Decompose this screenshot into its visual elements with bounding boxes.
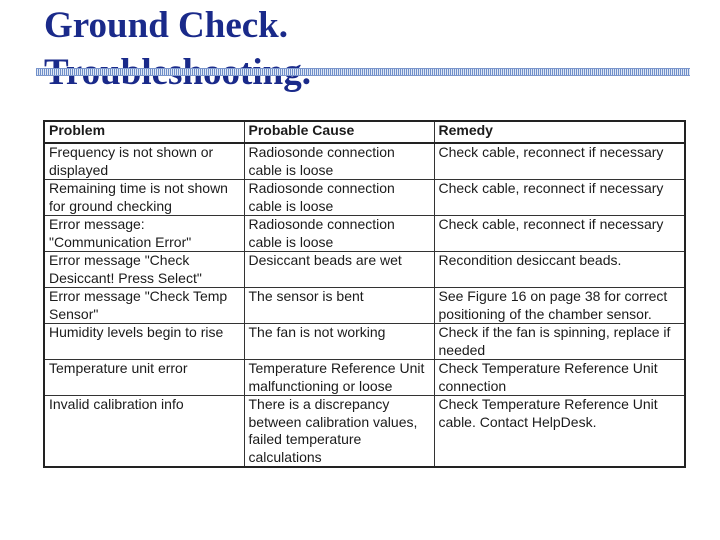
- cause-text: The sensor is bent: [248, 288, 364, 304]
- cause-text: Desiccant beads are wet: [248, 252, 402, 268]
- remedy-text: Recondition desiccant beads.: [438, 252, 622, 268]
- remedy-text: Check if the fan is spinning, replace if needed: [438, 324, 671, 358]
- table-header-row: [44, 121, 685, 143]
- problem-cell: [44, 324, 244, 360]
- cause-cell: [244, 360, 434, 396]
- cause-cell: [244, 143, 434, 180]
- problem-cell: [44, 252, 244, 288]
- header-probable-cause: Probable Cause: [244, 121, 434, 143]
- problem-text: Error message: "Communication Error": [49, 216, 192, 250]
- remedy-cell: [434, 288, 685, 324]
- cause-text: The fan is not working: [248, 324, 386, 340]
- problem-text: Error message "Check Desiccant! Press Select": [49, 252, 202, 286]
- cause-cell: [244, 180, 434, 216]
- problem-cell: [44, 288, 244, 324]
- remedy-cell: [434, 180, 685, 216]
- problem-cell: [44, 396, 244, 468]
- problem-text: Remaining time is not shown for ground checking: [49, 180, 228, 214]
- remedy-text: Check cable, reconnect if necessary: [438, 216, 664, 232]
- cause-text: Temperature Reference Unit malfunctioning or loose: [248, 360, 425, 394]
- remedy-cell: [434, 216, 685, 252]
- table-row: [44, 143, 685, 180]
- problem-cell: [44, 216, 244, 252]
- cause-text: Radiosonde connection cable is loose: [248, 216, 395, 250]
- table-row: [44, 288, 685, 324]
- remedy-cell: [434, 360, 685, 396]
- table-row: [44, 324, 685, 360]
- slide-title: [44, 2, 311, 96]
- problem-cell: [44, 180, 244, 216]
- header-remedy: Remedy: [434, 121, 685, 143]
- table-row: [44, 252, 685, 288]
- table-row: [44, 216, 685, 252]
- cause-cell: [244, 396, 434, 468]
- cause-text: Radiosonde connection cable is loose: [248, 180, 395, 214]
- cause-cell: [244, 216, 434, 252]
- remedy-cell: [434, 143, 685, 180]
- problem-cell: [44, 360, 244, 396]
- cause-cell: [244, 324, 434, 360]
- remedy-cell: [434, 252, 685, 288]
- table-row: [44, 360, 685, 396]
- cause-cell: [244, 288, 434, 324]
- remedy-text: Check Temperature Reference Unit connection: [438, 360, 658, 394]
- problem-cell: [44, 143, 244, 180]
- problem-text: Error message "Check Temp Sensor": [49, 288, 228, 322]
- remedy-cell: [434, 324, 685, 360]
- remedy-cell: [434, 396, 685, 468]
- problem-text: Frequency is not shown or displayed: [49, 144, 214, 178]
- troubleshooting-table: [43, 120, 686, 468]
- cause-cell: [244, 252, 434, 288]
- remedy-text: Check cable, reconnect if necessary: [438, 180, 664, 196]
- problem-text: Humidity levels begin to rise: [49, 324, 224, 340]
- cause-text: Radiosonde connection cable is loose: [248, 144, 395, 178]
- remedy-text: Check Temperature Reference Unit cable. Contact HelpDesk.: [438, 396, 658, 430]
- header-problem: Problem: [44, 121, 244, 143]
- cause-text: There is a discrepancy between calibration values, failed temperature calculations: [248, 396, 418, 465]
- table-row: [44, 180, 685, 216]
- table-row: [44, 396, 685, 468]
- remedy-text: Check cable, reconnect if necessary: [438, 144, 664, 160]
- remedy-text: See Figure 16 on page 38 for correct positioning of the chamber sensor.: [438, 288, 668, 322]
- title-line-1: Ground Check.: [44, 5, 288, 46]
- problem-text: Temperature unit error: [49, 360, 188, 376]
- title-underline-rule: [36, 68, 690, 76]
- problem-text: Invalid calibration info: [49, 396, 184, 412]
